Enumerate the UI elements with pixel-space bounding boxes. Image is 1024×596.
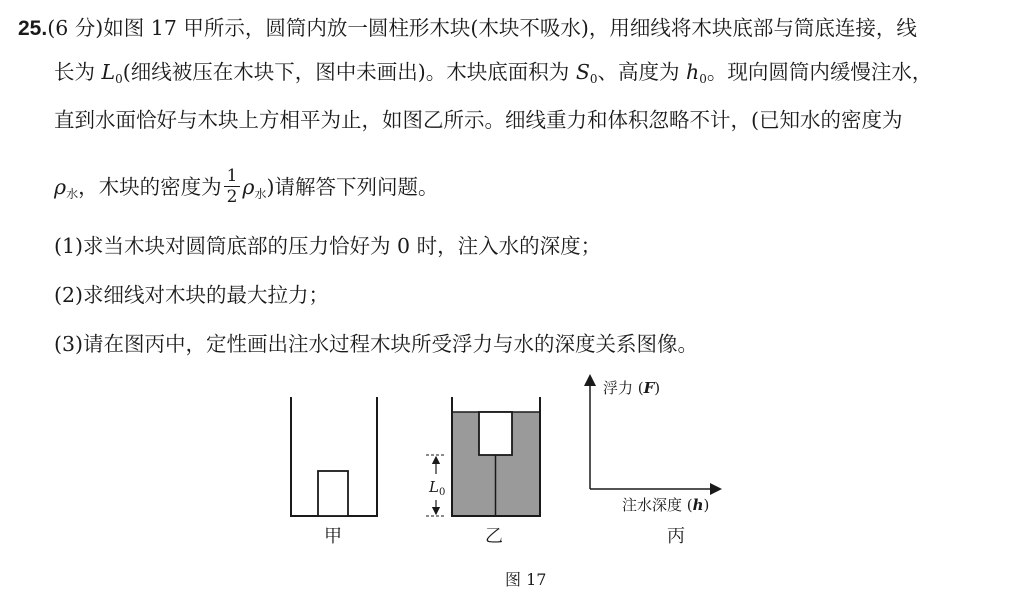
S0-symbol: S [575, 60, 590, 84]
label-bing: 丙 [667, 526, 685, 547]
question-number: 25. [18, 17, 48, 40]
text-segment: )请解答下列问题。 [266, 175, 439, 199]
question-text-1: (6 分)如图 17 甲所示，圆筒内放一圆柱形木块(木块不吸水)，用细线将木块底部与筒底连接，线 [47, 16, 917, 40]
figure-bing [590, 379, 716, 514]
subscript: 水 [66, 187, 79, 201]
rho-symbol: ρ [242, 175, 255, 199]
text-segment: 长为 [54, 60, 102, 84]
y-axis-label: 浮力 (F) [603, 379, 661, 397]
L0-symbol: L [101, 60, 116, 84]
fraction-denominator: 2 [226, 187, 238, 207]
wood-block-jia [318, 471, 348, 516]
subscript: 水 [254, 187, 267, 201]
text-segment: (细线被压在木块下，图中未画出)。木块底面积为 [122, 60, 576, 84]
wood-block-yi [479, 412, 512, 455]
subquestion-3: (3)请在图丙中，定性画出注水过程木块所受浮力与水的深度关系图像。 [54, 332, 699, 356]
fraction-numerator: 1 [224, 166, 241, 187]
h0-symbol: h [686, 60, 700, 84]
subscript: 0 [115, 72, 123, 86]
text-segment: ，木块的密度为 [78, 175, 222, 199]
label-jia: 甲 [324, 526, 342, 547]
figure-caption: 图 17 [505, 570, 547, 589]
rho-symbol: ρ [54, 175, 67, 199]
subscript: 0 [589, 72, 598, 86]
figure-jia [291, 397, 377, 516]
question-line-3: 直到水面恰好与木块上方相平为止，如图乙所示。细线重力和体积忽略不计，(已知水的密度为 [54, 108, 903, 132]
text-segment: 。现向圆筒内缓慢注水， [706, 60, 933, 84]
subquestion-2: (2)求细线对木块的最大拉力； [54, 283, 330, 307]
text-segment: 、高度为 [597, 60, 687, 84]
L0-label: $L_0$ [429, 478, 446, 498]
figure-yi [426, 397, 540, 516]
subquestion-1: (1)求当木块对圆筒底部的压力恰好为 0 时，注入水的深度； [54, 234, 602, 258]
subscript: 0 [699, 72, 707, 86]
x-axis-label: 注水深度 (h) [622, 496, 710, 514]
label-yi: 乙 [485, 526, 503, 547]
